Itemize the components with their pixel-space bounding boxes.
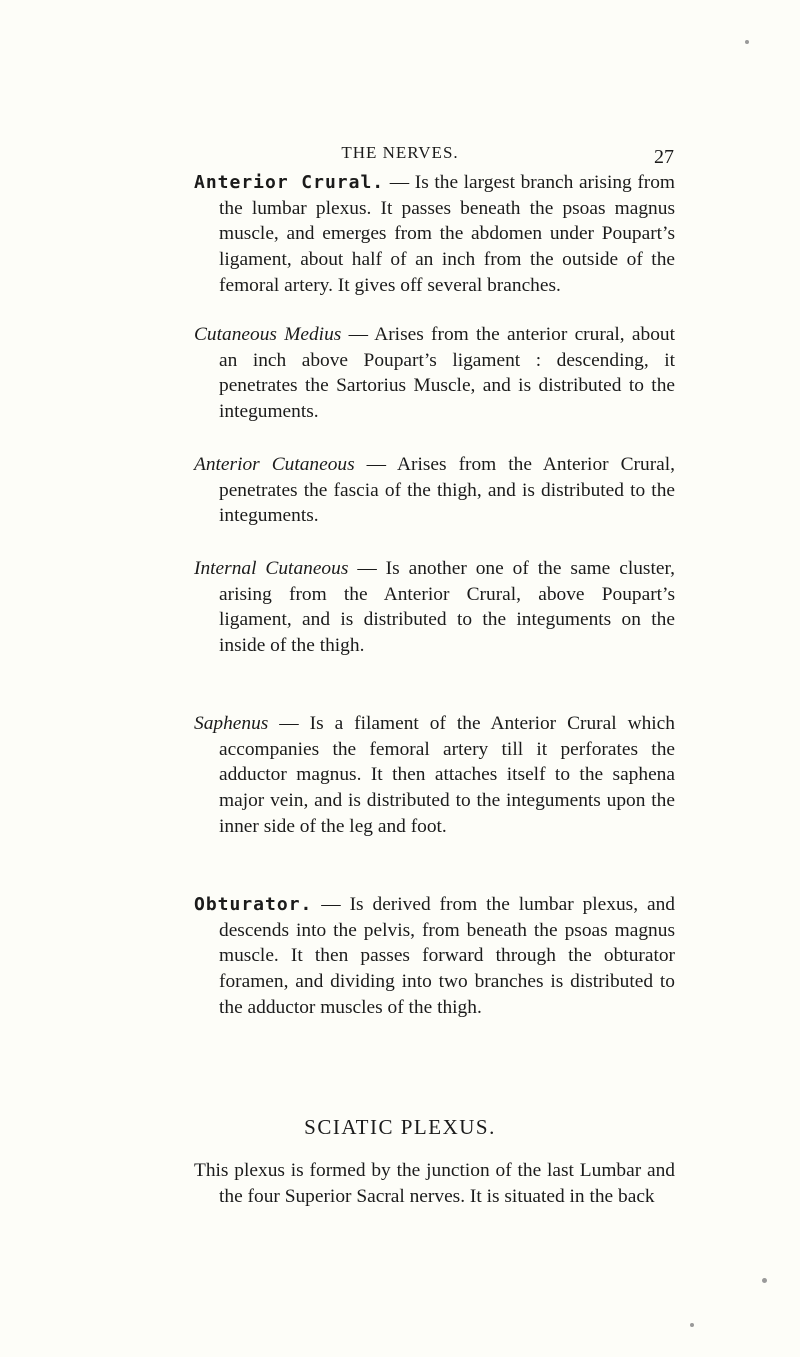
entry-cutaneous-medius (194, 322, 675, 425)
entry-text: — Arises from the anterior crural, about an inch above Poupart’s ligament : descending, it penetrates the Sartorius Muscle, and is distributed to the integuments. (219, 324, 675, 423)
page-number: 27 (654, 146, 674, 168)
entry-internal-cutaneous (194, 556, 675, 659)
entry-term: Anterior Crural. (194, 172, 385, 193)
entry-text: — Arises from the Anterior Crural, penetrates the fascia of the thigh, and is distributed to the integuments. (219, 454, 675, 527)
entry-text: — Is the largest branch arising from the lumbar plexus. It passes beneath the psoas magnus muscle, and emerges from the abdomen under Poupart’s ligament, about half of an inch from the outside of the femoral artery. It gives off several branches. (219, 172, 676, 296)
section-paragraph: This plexus is formed by the junction of the last Lumbar and the four Superior Sacral nerves. It is situated in the back (194, 1160, 675, 1207)
entry-term: Internal Cutaneous (194, 558, 349, 579)
entry-text: — Is derived from the lumbar plexus, and descends into the pelvis, from beneath the psoas magnus muscle. It then passes forward through the obturator foramen, and dividing into two branches is distributed to the adductor muscles of the thigh. (219, 894, 675, 1018)
entry-term: Obturator. (194, 894, 313, 915)
entry-anterior-crural (194, 170, 675, 299)
entry-term: Cutaneous Medius (194, 324, 342, 345)
entry-text: — Is a filament of the Anterior Crural which accompanies the femoral artery till it perforates the adductor magnus. It then attaches itself to the saphena major vein, and is distributed to the integuments upon the inner side of the leg and foot. (219, 713, 675, 837)
entry-term: Saphenus (194, 713, 269, 734)
entry-obturator (194, 892, 675, 1021)
entry-term: Anterior Cutaneous (194, 454, 355, 475)
paper-speck (762, 1278, 767, 1283)
entry-text: — Is another one of the same cluster, arising from the Anterior Crural, above Poupart’s ligament, and is distributed to the integuments on the inside of the thigh. (219, 558, 675, 657)
entry-anterior-cutaneous (194, 452, 675, 529)
paper-speck (745, 40, 749, 44)
paper-speck (690, 1323, 694, 1327)
page-header: THE NERVES. (341, 143, 459, 162)
entry-saphenus (194, 711, 675, 840)
section-title: SCIATIC PLEXUS. (304, 1115, 496, 1139)
